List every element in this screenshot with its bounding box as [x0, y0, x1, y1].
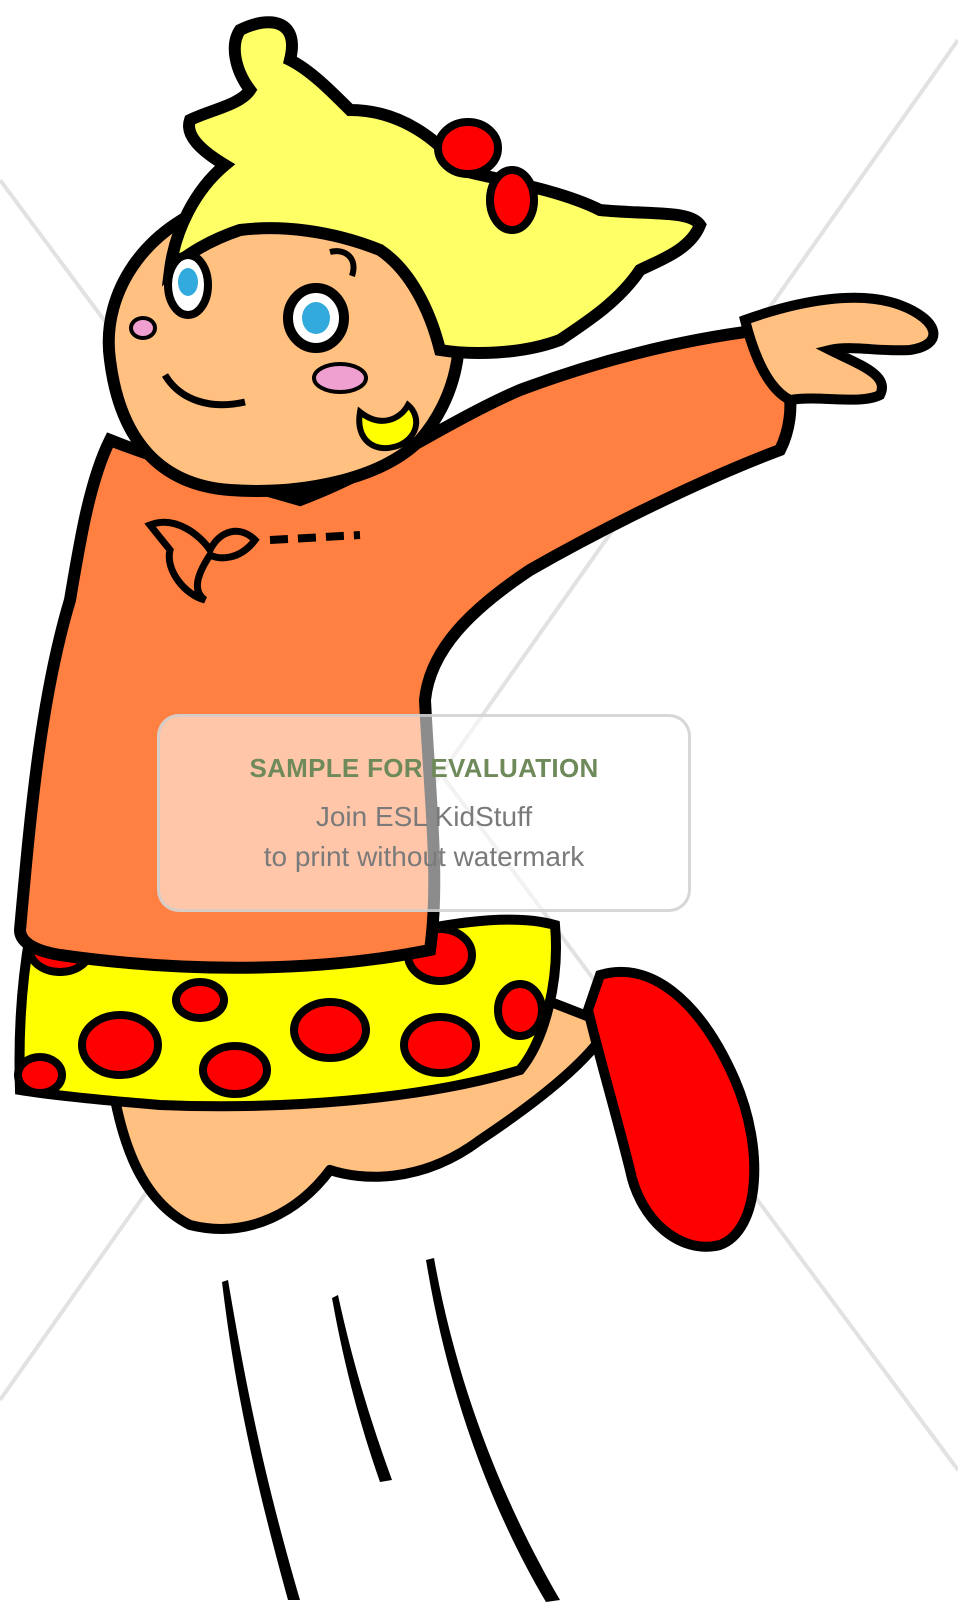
shoe — [588, 972, 754, 1247]
hand — [745, 298, 933, 400]
watermark-line-2: to print without watermark — [263, 841, 585, 872]
watermark-title: SAMPLE FOR EVALUATION — [249, 753, 599, 783]
watermark-line-1: Join ESL KidStuff — [315, 801, 533, 832]
motion-lines — [222, 1258, 560, 1602]
watermark-box — [157, 714, 691, 912]
